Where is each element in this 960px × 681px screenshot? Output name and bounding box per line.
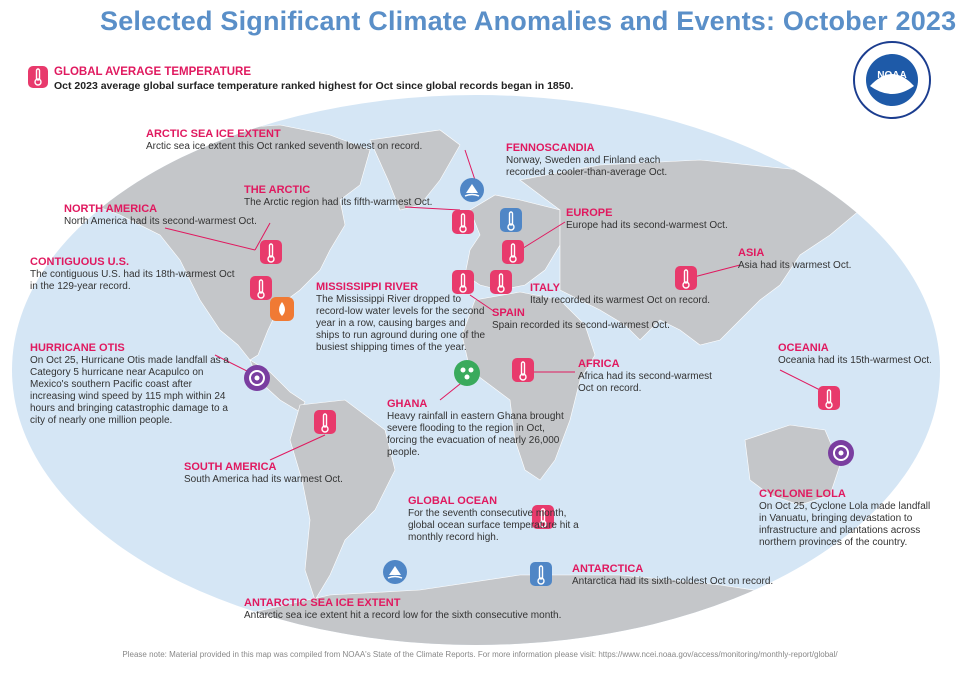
svg-text:NOAA: NOAA xyxy=(877,70,907,81)
event-africa xyxy=(578,358,728,395)
event-spain xyxy=(492,307,692,332)
hurricane-icon xyxy=(244,365,270,391)
drought-icon xyxy=(270,297,294,321)
event-description: On Oct 25, Hurricane Otis made landfall as a Category 5 hurricane near Acapulco on Mexico's southern Pacific coast after increasing wind speed by 115 mph within 24 hours and bringing catastrophic damage to a city of nearly one million people. xyxy=(30,355,229,426)
event-description: Africa had its second-warmest Oct on record. xyxy=(578,371,712,394)
event-heading: OCEANIA xyxy=(778,342,829,354)
event-heading: FENNOSCANDIA xyxy=(506,142,595,154)
event-description: Oceania had its 15th-warmest Oct. xyxy=(778,355,932,366)
event-heading: SOUTH AMERICA xyxy=(184,461,277,473)
event-antarctica xyxy=(572,563,792,588)
heavy-rain-icon xyxy=(454,360,480,386)
event-heading: AFRICA xyxy=(578,358,620,370)
cold-thermometer-icon xyxy=(500,208,522,232)
event-arctic-sea-ice xyxy=(146,128,456,153)
event-heading: CONTIGUOUS U.S. xyxy=(30,256,130,268)
event-description: The Arctic region had its fifth-warmest Oct. xyxy=(244,197,433,208)
event-heading: MISSISSIPPI RIVER xyxy=(316,281,419,293)
warm-thermometer-icon xyxy=(490,270,512,294)
event-mississippi xyxy=(316,281,486,354)
warm-thermometer-icon xyxy=(502,240,524,264)
event-heading: GLOBAL OCEAN xyxy=(408,495,498,507)
event-heading: EUROPE xyxy=(566,207,613,219)
event-heading: ITALY xyxy=(530,282,560,294)
event-description: Antarctic sea ice extent hit a record low for the sixth consecutive month. xyxy=(244,610,562,621)
event-heading: ASIA xyxy=(738,247,765,259)
event-description: Europe had its second-warmest Oct. xyxy=(566,220,728,231)
event-oceania xyxy=(778,342,948,367)
event-north-america xyxy=(64,203,264,228)
event-heading: ARCTIC SEA ICE EXTENT xyxy=(146,128,281,140)
event-description: On Oct 25, Cyclone Lola made landfall in Vanuatu, bringing devastation to infrastructure and plantations across northern provinces of the country. xyxy=(759,501,931,548)
warm-thermometer-icon xyxy=(314,410,336,434)
event-heading: ANTARCTICA xyxy=(572,563,644,575)
event-ghana xyxy=(387,398,577,459)
event-asia xyxy=(738,247,888,272)
event-heading: SPAIN xyxy=(492,307,525,319)
global-temperature-description: Oct 2023 average global surface temperature ranked highest for Oct since global records began in 1850. xyxy=(54,80,574,92)
noaa-logo xyxy=(852,40,932,120)
event-the-arctic xyxy=(244,184,464,209)
event-fennoscandia xyxy=(506,142,696,179)
page-title: Selected Significant Climate Anomalies and Events: October 2023 xyxy=(100,6,957,36)
global-temperature-icon xyxy=(28,66,48,88)
event-heading: HURRICANE OTIS xyxy=(30,342,125,354)
cold-thermometer-icon xyxy=(530,562,552,586)
event-contiguous-us xyxy=(30,256,235,293)
cyclone-icon xyxy=(828,440,854,466)
event-south-america xyxy=(184,461,384,486)
event-description: South America had its warmest Oct. xyxy=(184,474,343,485)
warm-thermometer-icon xyxy=(512,358,534,382)
footnote: Please note: Material provided in this map was compiled from NOAA's State of the Climate Reports. For more information please visit: https://www.ncei.noaa.gov/access/monitoring/monthly-report/global/ xyxy=(122,650,838,659)
event-heading: NORTH AMERICA xyxy=(64,203,158,215)
event-description: North America had its second-warmest Oct. xyxy=(64,216,257,227)
global-temperature-heading: GLOBAL AVERAGE TEMPERATURE xyxy=(54,66,251,78)
warm-thermometer-icon xyxy=(250,276,272,300)
event-hurricane-otis xyxy=(30,342,235,427)
event-description: Arctic sea ice extent this Oct ranked seventh lowest on record. xyxy=(146,141,423,152)
event-cyclone-lola xyxy=(759,488,934,549)
event-description: Norway, Sweden and Finland each recorded a cooler-than-average Oct. xyxy=(506,155,668,178)
event-heading: ANTARCTIC SEA ICE EXTENT xyxy=(244,597,401,609)
event-description: Spain recorded its second-warmest Oct. xyxy=(492,320,670,331)
warm-thermometer-icon xyxy=(260,240,282,264)
warm-thermometer-icon xyxy=(818,386,840,410)
event-description: Italy recorded its warmest Oct on record. xyxy=(530,295,711,306)
event-heading: THE ARCTIC xyxy=(244,184,311,196)
warm-thermometer-icon xyxy=(452,210,474,234)
event-heading: GHANA xyxy=(387,398,428,410)
event-description: The Mississippi River dropped to record-low water levels for the second year in a row, causing barges and ships to run aground during one of the busiest shipping times of the year. xyxy=(316,294,486,353)
event-europe xyxy=(566,207,766,232)
event-italy xyxy=(530,282,730,307)
event-heading: CYCLONE LOLA xyxy=(759,488,846,500)
event-antarctic-sea-ice xyxy=(244,597,574,622)
event-global-ocean xyxy=(408,495,593,544)
sea-ice-icon xyxy=(383,560,407,584)
event-description: The contiguous U.S. had its 18th-warmest Oct in the 129-year record. xyxy=(30,269,235,292)
event-description: Antarctica had its sixth-coldest Oct on record. xyxy=(572,576,774,587)
event-description: Heavy rainfall in eastern Ghana brought severe flooding to the region in Oct, forcing the evacuation of nearly 26,000 people. xyxy=(387,411,564,458)
event-description: Asia had its warmest Oct. xyxy=(738,260,852,271)
event-description: For the seventh consecutive month, global ocean surface temperature hit a monthly record high. xyxy=(408,508,579,543)
